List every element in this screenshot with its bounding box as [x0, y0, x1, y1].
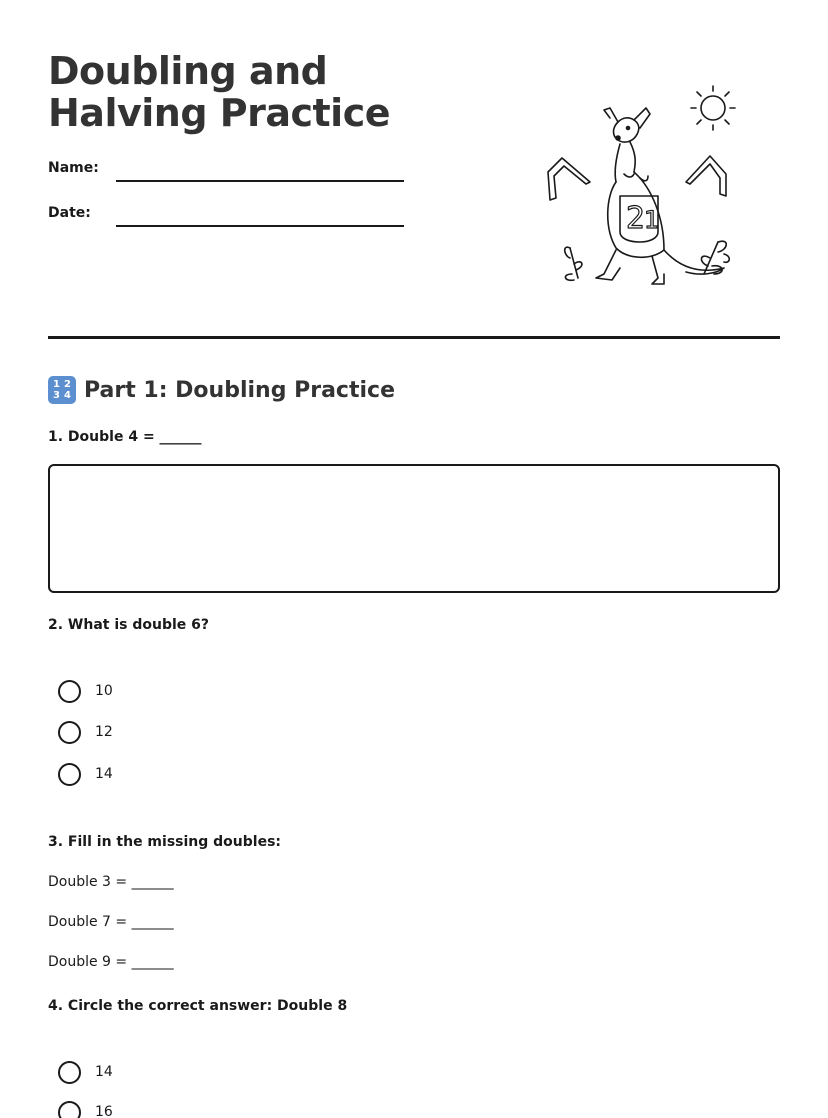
radio-button[interactable] [58, 763, 81, 786]
fill-line-double-3[interactable]: Double 3 = ______ [48, 874, 174, 890]
numbers-icon: 1 2 3 4 [48, 376, 76, 404]
radio-button[interactable] [58, 1101, 81, 1118]
option-label: 10 [95, 683, 113, 699]
option-q4-a[interactable] [58, 1060, 113, 1084]
name-label: Name: [48, 160, 99, 176]
section-heading-part-1 [48, 374, 395, 406]
kangaroo-illustration [540, 78, 750, 293]
option-label: 16 [95, 1104, 113, 1118]
option-label: 12 [95, 724, 113, 740]
plant-left-icon [565, 247, 582, 280]
answer-box-question-1[interactable] [48, 464, 780, 593]
date-field[interactable] [48, 205, 408, 229]
option-q4-b[interactable] [58, 1100, 113, 1118]
page-title: Doubling and Halving Practice [48, 49, 390, 135]
option-label: 14 [95, 1064, 113, 1080]
sun-icon [691, 86, 735, 130]
radio-button[interactable] [58, 721, 81, 744]
fill-line-double-7[interactable]: Double 7 = ______ [48, 914, 174, 930]
date-label: Date: [48, 205, 91, 221]
option-q2-b[interactable] [58, 720, 113, 744]
fill-line-double-9[interactable]: Double 9 = ______ [48, 954, 174, 970]
option-q2-c[interactable] [58, 762, 113, 786]
name-line[interactable] [116, 180, 404, 182]
section-title: Part 1: Doubling Practice [84, 377, 395, 403]
question-4: 4. Circle the correct answer: Double 8 [48, 998, 348, 1014]
section-divider [48, 336, 780, 339]
question-2: 2. What is double 6? [48, 617, 210, 633]
name-field[interactable] [48, 160, 408, 184]
radio-button[interactable] [58, 680, 81, 703]
svg-text:1: 1 [644, 206, 660, 234]
option-label: 14 [95, 766, 113, 782]
option-q2-a[interactable] [58, 679, 113, 703]
boomerang-left-icon [548, 158, 590, 200]
kangaroo-icon [596, 108, 724, 284]
date-line[interactable] [116, 225, 404, 227]
radio-button[interactable] [58, 1061, 81, 1084]
question-3: 3. Fill in the missing doubles: [48, 834, 282, 850]
question-1: 1. Double 4 = ______ [48, 429, 202, 445]
svg-text:2: 2 [626, 201, 646, 236]
boomerang-right-icon [686, 156, 726, 196]
